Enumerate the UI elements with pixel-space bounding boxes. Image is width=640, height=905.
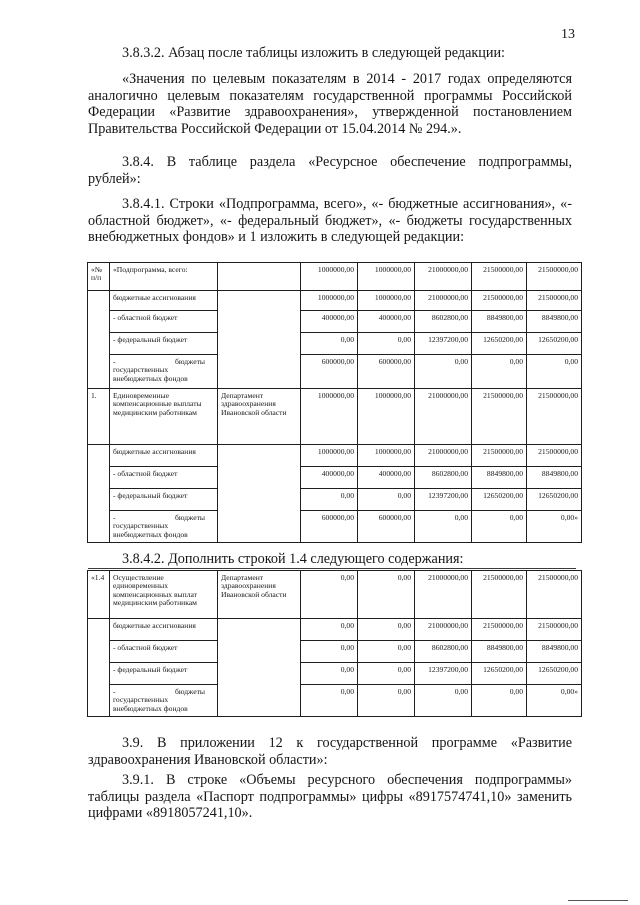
table-row bbox=[88, 291, 582, 311]
paragraph-3-8-4-1: 3.8.4.1. Строки «Подпрограмма, всего», «- бюджетные ассигнования», «- областной бюджет», «- федеральный бюджет», «- бюджеты государственных внебюджетных фондов» и 1 изложить в следующей редакции: bbox=[88, 196, 572, 246]
cell-value: 21500000,00 bbox=[472, 571, 527, 619]
cell-value: 0,00 bbox=[358, 489, 415, 511]
cell-value: 0,00 bbox=[301, 619, 358, 641]
cell-value: 0,00 bbox=[358, 685, 415, 717]
cell-value: 400000,00 bbox=[358, 467, 415, 489]
cell-value: 21000000,00 bbox=[415, 571, 472, 619]
paragraph-target-values: «Значения по целевым показателям в 2014 - 2017 годах определяются аналогично целевым показателям государственной программы Российской Федерации «Развитие здравоохранения», утвержденной постановлением Правительства Российской Федерации от 15.04.2014 № 294.». bbox=[88, 71, 572, 137]
cell-name: Единовременные компенсационные выплаты медицинским работникам bbox=[110, 389, 218, 445]
table-row bbox=[88, 489, 582, 511]
cell-name bbox=[110, 511, 218, 543]
cell-value: 21500000,00 bbox=[472, 619, 527, 641]
cell-value: 21000000,00 bbox=[415, 619, 472, 641]
table-row bbox=[88, 571, 582, 619]
cell-value: 0,00 bbox=[472, 355, 527, 389]
cell-number: «1.4 bbox=[88, 571, 110, 619]
cell-value: 0,00» bbox=[527, 511, 582, 543]
cell-name: бюджетные ассигнования bbox=[110, 445, 218, 467]
cell-value: 400000,00 bbox=[358, 311, 415, 333]
cell-value: 0,00 bbox=[415, 355, 472, 389]
cell-value: 0,00 bbox=[301, 641, 358, 663]
cell-name-dash: - bbox=[113, 357, 116, 366]
cell-value: 8849800,00 bbox=[527, 641, 582, 663]
cell-value: 1000000,00 bbox=[301, 263, 358, 291]
cell-name-dash: - bbox=[113, 687, 116, 696]
cell-value: 12650200,00 bbox=[472, 333, 527, 355]
footer-rule bbox=[568, 900, 628, 901]
cell-value: 0,00 bbox=[301, 489, 358, 511]
cell-value: 12650200,00 bbox=[527, 333, 582, 355]
cell-value: 1000000,00 bbox=[358, 389, 415, 445]
cell-name-rest: государственных внебюджетных фондов bbox=[113, 521, 188, 539]
cell-value: 0,00 bbox=[472, 511, 527, 543]
cell-name-rest: государственных внебюджетных фондов bbox=[113, 365, 188, 383]
cell-value: 21500000,00 bbox=[527, 619, 582, 641]
cell-value: 1000000,00 bbox=[301, 389, 358, 445]
resource-table-main bbox=[87, 262, 582, 543]
cell-value: 0,00 bbox=[301, 685, 358, 717]
page-number: 13 bbox=[561, 27, 575, 42]
cell-name bbox=[110, 355, 218, 389]
cell-value: 21500000,00 bbox=[527, 263, 582, 291]
cell-value: 400000,00 bbox=[301, 311, 358, 333]
cell-name-budgets: бюджеты bbox=[175, 357, 205, 366]
cell-value: 600000,00 bbox=[358, 511, 415, 543]
cell-value: 21000000,00 bbox=[415, 389, 472, 445]
cell-value: 12397200,00 bbox=[415, 333, 472, 355]
resource-table-row-1-4 bbox=[87, 570, 582, 717]
cell-value: 0,00 bbox=[358, 619, 415, 641]
cell-value: 12650200,00 bbox=[472, 489, 527, 511]
cell-value: 8602800,00 bbox=[415, 311, 472, 333]
cell-name: «Подпрограмма, всего: bbox=[110, 263, 218, 291]
cell-value: 12650200,00 bbox=[527, 663, 582, 685]
cell-value: 8602800,00 bbox=[415, 641, 472, 663]
cell-value: 21500000,00 bbox=[527, 445, 582, 467]
cell-number bbox=[88, 619, 110, 717]
cell-value: 21500000,00 bbox=[472, 389, 527, 445]
table-row bbox=[88, 685, 582, 717]
cell-name: - федеральный бюджет bbox=[110, 663, 218, 685]
cell-name: - областной бюджет bbox=[110, 641, 218, 663]
cell-value: 12650200,00 bbox=[527, 489, 582, 511]
paragraph-3-8-3-2: 3.8.3.2. Абзац после таблицы изложить в следующей редакции: bbox=[122, 45, 505, 61]
paragraph-3-8-4: 3.8.4. В таблице раздела «Ресурсное обеспечение подпрограммы, рублей»: bbox=[88, 154, 572, 187]
cell-executor: Департамент здравоохранения Ивановской области bbox=[218, 571, 301, 619]
cell-value: 1000000,00 bbox=[358, 445, 415, 467]
cell-value: 21500000,00 bbox=[527, 389, 582, 445]
cell-value: 21000000,00 bbox=[415, 291, 472, 311]
table-row bbox=[88, 619, 582, 641]
cell-value: 0,00 bbox=[415, 685, 472, 717]
cell-executor: Департамент здравоохранения Ивановской области bbox=[218, 389, 301, 445]
paragraph-3-8-4-2: 3.8.4.2. Дополнить строкой 1.4 следующего содержания: bbox=[122, 551, 464, 567]
cell-value: 8849800,00 bbox=[527, 467, 582, 489]
cell-value: 8602800,00 bbox=[415, 467, 472, 489]
cell-value: 600000,00 bbox=[358, 355, 415, 389]
cell-executor bbox=[218, 291, 301, 389]
cell-value: 0,00 bbox=[415, 511, 472, 543]
cell-value: 0,00 bbox=[301, 663, 358, 685]
cell-value: 21500000,00 bbox=[472, 291, 527, 311]
table-row bbox=[88, 263, 582, 291]
cell-value: 0,00 bbox=[358, 663, 415, 685]
cell-value: 21000000,00 bbox=[415, 263, 472, 291]
cell-value: 1000000,00 bbox=[358, 263, 415, 291]
table-row bbox=[88, 333, 582, 355]
cell-name: бюджетные ассигнования bbox=[110, 619, 218, 641]
cell-value: 400000,00 bbox=[301, 467, 358, 489]
cell-value: 600000,00 bbox=[301, 355, 358, 389]
cell-name: - федеральный бюджет bbox=[110, 333, 218, 355]
cell-number bbox=[88, 291, 110, 389]
cell-value: 8849800,00 bbox=[472, 467, 527, 489]
cell-value: 21500000,00 bbox=[527, 571, 582, 619]
cell-name-budgets: бюджеты bbox=[175, 687, 205, 696]
cell-value: 0,00» bbox=[527, 685, 582, 717]
cell-value: 1000000,00 bbox=[358, 291, 415, 311]
cell-name-dash: - bbox=[113, 513, 116, 522]
table-row bbox=[88, 311, 582, 333]
cell-value: 8849800,00 bbox=[472, 641, 527, 663]
cell-name: Осуществление единовременных компенсационных выплат медицинским работникам bbox=[110, 571, 218, 619]
cell-executor bbox=[218, 445, 301, 543]
cell-name: - федеральный бюджет bbox=[110, 489, 218, 511]
table-row bbox=[88, 355, 582, 389]
cell-number: 1. bbox=[88, 389, 110, 445]
cell-value: 0,00 bbox=[527, 355, 582, 389]
cell-value: 12397200,00 bbox=[415, 663, 472, 685]
table-row bbox=[88, 467, 582, 489]
table-row bbox=[88, 389, 582, 445]
cell-number: «№ п/п bbox=[88, 263, 110, 291]
table-row bbox=[88, 445, 582, 467]
cell-value: 0,00 bbox=[358, 641, 415, 663]
cell-value: 1000000,00 bbox=[301, 291, 358, 311]
cell-value: 0,00 bbox=[358, 333, 415, 355]
cell-value: 8849800,00 bbox=[472, 311, 527, 333]
cell-value: 0,00 bbox=[472, 685, 527, 717]
cell-name: бюджетные ассигнования bbox=[110, 291, 218, 311]
cell-value: 21500000,00 bbox=[527, 291, 582, 311]
cell-number bbox=[88, 445, 110, 543]
cell-name-rest: государственных внебюджетных фондов bbox=[113, 695, 188, 713]
table-row bbox=[88, 511, 582, 543]
cell-executor bbox=[218, 619, 301, 717]
cell-executor bbox=[218, 263, 301, 291]
cell-name: - областной бюджет bbox=[110, 467, 218, 489]
cell-value: 0,00 bbox=[358, 571, 415, 619]
cell-name: - областной бюджет bbox=[110, 311, 218, 333]
paragraph-3-9-1: 3.9.1. В строке «Объемы ресурсного обеспечения подпрограммы» таблицы раздела «Паспорт подпрограммы» цифры «8917574741,10» заменить цифрами «8918057241,10». bbox=[88, 772, 572, 822]
cell-value: 8849800,00 bbox=[527, 311, 582, 333]
cell-value: 1000000,00 bbox=[301, 445, 358, 467]
cell-name-budgets: бюджеты bbox=[175, 513, 205, 522]
table-row bbox=[88, 641, 582, 663]
paragraph-3-9: 3.9. В приложении 12 к государственной программе «Развитие здравоохранения Ивановской области»: bbox=[88, 735, 572, 768]
cell-value: 600000,00 bbox=[301, 511, 358, 543]
cell-name bbox=[110, 685, 218, 717]
underline-mark-2 bbox=[88, 568, 576, 569]
cell-value: 0,00 bbox=[301, 571, 358, 619]
cell-value: 0,00 bbox=[301, 333, 358, 355]
cell-value: 21000000,00 bbox=[415, 445, 472, 467]
cell-value: 12650200,00 bbox=[472, 663, 527, 685]
cell-value: 21500000,00 bbox=[472, 263, 527, 291]
cell-value: 21500000,00 bbox=[472, 445, 527, 467]
cell-value: 12397200,00 bbox=[415, 489, 472, 511]
table-row bbox=[88, 663, 582, 685]
